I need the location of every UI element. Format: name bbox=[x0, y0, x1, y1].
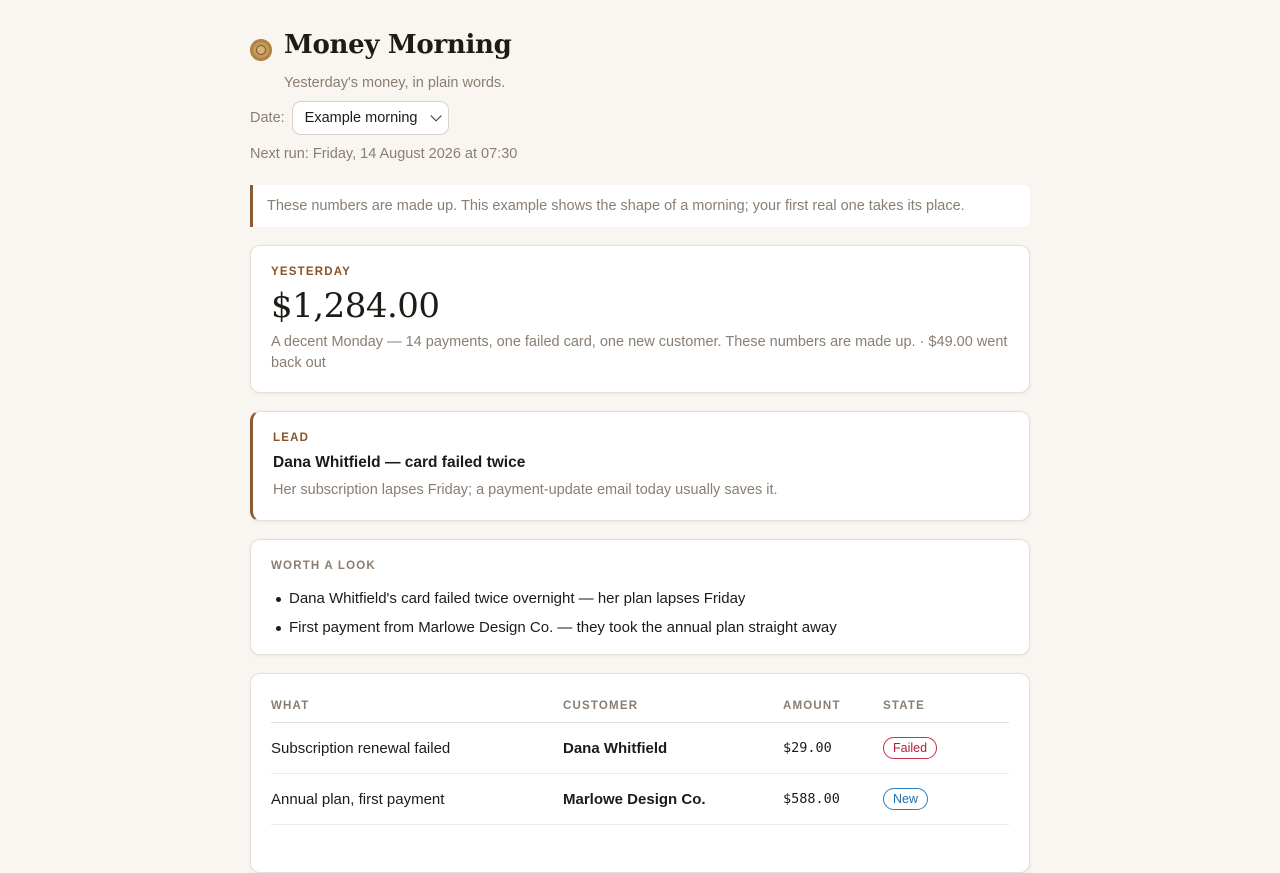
lead-title: Dana Whitfield — card failed twice bbox=[273, 454, 526, 471]
transactions-card bbox=[250, 673, 1030, 873]
list-item: Dana Whitfield's card failed twice overnight — her plan lapses Friday bbox=[271, 584, 1009, 613]
page-subtitle: Yesterday's money, in plain words. bbox=[284, 75, 506, 91]
status-badge: New bbox=[883, 788, 928, 810]
row-what: Annual plan, first payment bbox=[271, 774, 563, 825]
row-amount: $29.00 bbox=[783, 723, 883, 774]
date-row bbox=[250, 98, 1030, 138]
yesterday-amount: $1,284.00 bbox=[271, 286, 440, 326]
page-title: Money Morning bbox=[284, 30, 512, 60]
status-badge: Failed bbox=[883, 737, 937, 759]
column-header-state: STATE bbox=[883, 700, 1009, 723]
row-state bbox=[883, 723, 1009, 774]
row-what: Subscription renewal failed bbox=[271, 723, 563, 774]
worth-a-look-card bbox=[250, 539, 1030, 655]
list-item: First payment from Marlowe Design Co. — they took the annual plan straight away bbox=[271, 613, 1009, 642]
yesterday-summary: A decent Monday — 14 payments, one failed card, one new customer. These numbers are made up. · $49.00 went back out bbox=[271, 334, 1008, 371]
table-header-row bbox=[271, 700, 1009, 723]
next-run-text: Next run: Friday, 14 August 2026 at 07:30 bbox=[250, 146, 518, 162]
column-header-customer: CUSTOMER bbox=[563, 700, 783, 723]
row-customer: Dana Whitfield bbox=[563, 723, 783, 774]
transactions-table bbox=[271, 700, 1009, 825]
page bbox=[250, 0, 1030, 873]
chevron-down-icon bbox=[430, 110, 441, 121]
column-header-amount: AMOUNT bbox=[783, 700, 883, 723]
table-row[interactable] bbox=[271, 774, 1009, 825]
header bbox=[250, 0, 1030, 98]
yesterday-eyebrow: YESTERDAY bbox=[271, 266, 352, 278]
lead-eyebrow: LEAD bbox=[273, 432, 310, 444]
date-label: Date: bbox=[250, 110, 285, 126]
row-state bbox=[883, 774, 1009, 825]
example-notice bbox=[250, 185, 1030, 227]
row-amount: $588.00 bbox=[783, 774, 883, 825]
lead-card bbox=[250, 411, 1030, 521]
worth-a-look-list bbox=[271, 584, 1009, 642]
date-select-value: Example morning bbox=[304, 110, 418, 126]
date-select[interactable] bbox=[292, 101, 449, 135]
example-notice-text: These numbers are made up. This example shows the shape of a morning; your first real one takes its place. bbox=[267, 198, 965, 214]
row-customer: Marlowe Design Co. bbox=[563, 774, 783, 825]
column-header-what: WHAT bbox=[271, 700, 563, 723]
yesterday-card bbox=[250, 245, 1030, 393]
table-row[interactable] bbox=[271, 723, 1009, 774]
coin-icon bbox=[250, 39, 272, 61]
worth-a-look-eyebrow: WORTH A LOOK bbox=[271, 560, 376, 572]
lead-description: Her subscription lapses Friday; a payment-update email today usually saves it. bbox=[273, 482, 778, 498]
